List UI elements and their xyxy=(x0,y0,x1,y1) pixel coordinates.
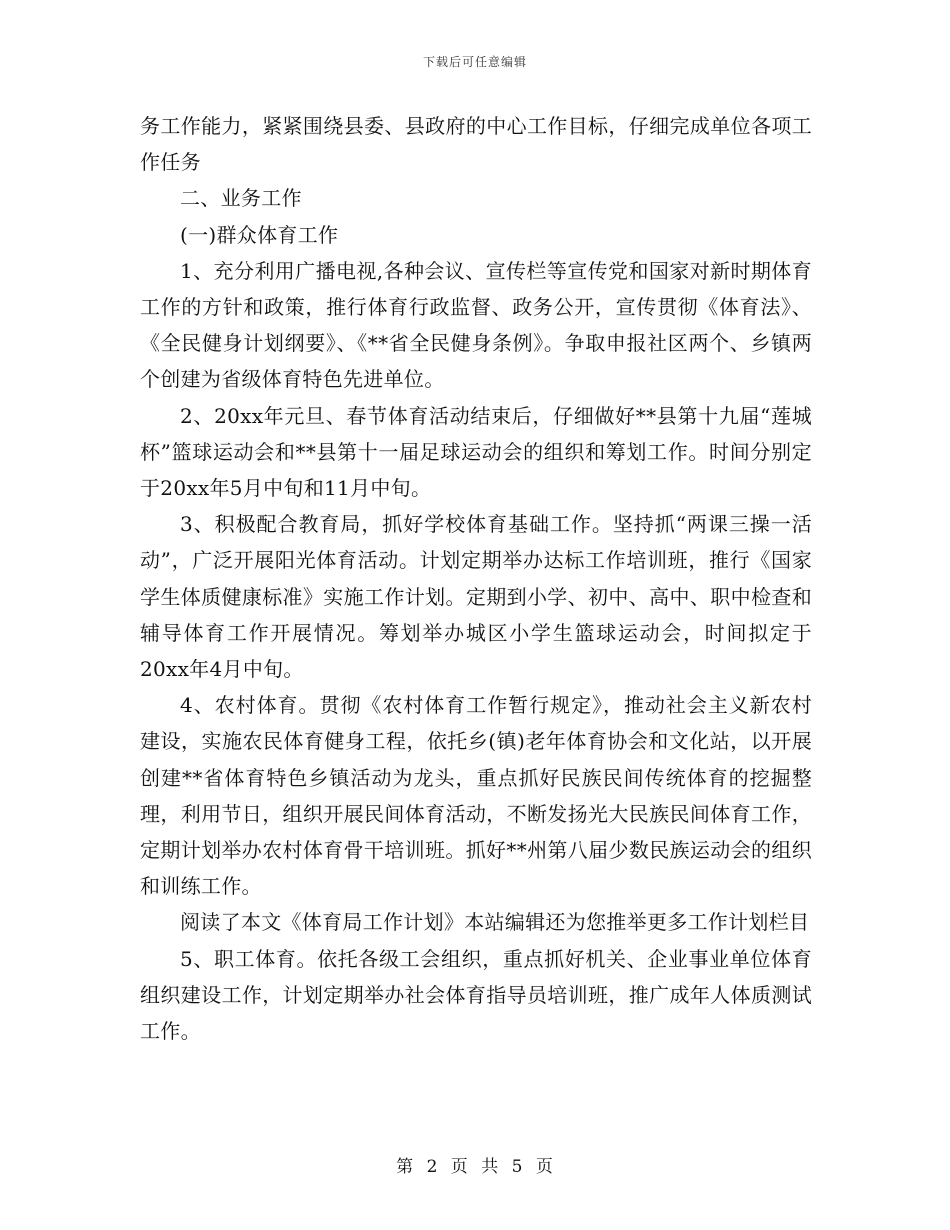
paragraph: 3、积极配合教育局，抓好学校体育基础工作。坚持抓“两课三操一活动”，广泛开展阳光体育活动。计划定期举办达标工作培训班，推行《国家学生体质健康标准》实施工作计划。定期到小学、初中、高中、职中检查和辅导体育工作开展情况。筹划举办城区小学生篮球运动会，时间拟定于20xx年4月中旬。 xyxy=(140,512,812,682)
page-number-footer: 第 2 页 共 5 页 xyxy=(396,1157,554,1177)
paragraph: 4、农村体育。贯彻《农村体育工作暂行规定》，推动社会主义新农村建设，实施农民体育健身工程，依托乡(镇)老年体育协会和文化站，以开展创建**省体育特色乡镇活动为龙头，重点抓好民族民间传统体育的挖掘整理，利用节日，组织开展民间体育活动，不断发扬光大民族民间体育工作，定期计划举办农村体育骨干培训班。抓好**州第八届少数民族运动会的组织和训练工作。 xyxy=(140,693,812,899)
paragraph: 阅读了本文《体育局工作计划》本站编辑还为您推举更多工作计划栏目 xyxy=(180,910,810,935)
paragraph: 1、充分利用广播电视,各种会议、宣传栏等宣传党和国家对新时期体育工作的方针和政策，推行体育行政监督、政务公开，宣传贯彻《体育法》、《全民健身计划纲要》、《**省全民健身条例》。争取申报社区两个、乡镇两个创建为省级体育特色先进单位。 xyxy=(140,258,812,392)
paragraph: 5、职工体育。依托各级工会组织，重点抓好机关、企业事业单位体育组织建设工作，计划定期举办社会体育指导员培训班，推广成年人体质测试工作。 xyxy=(140,946,812,1044)
section-heading: 二、业务工作 xyxy=(180,186,302,211)
paragraph: 2、20xx年元旦、春节体育活动结束后，仔细做好**县第十九届“莲城杯”篮球运动会和**县第十一届足球运动会的组织和筹划工作。时间分别定于20xx年5月中旬和11月中旬。 xyxy=(140,403,812,501)
page-header: 下载后可任意编辑 xyxy=(422,55,527,69)
paragraph: 务工作能力，紧紧围绕县委、县政府的中心工作目标，仔细完成单位各项工作任务 xyxy=(140,114,812,175)
subsection-heading: (一)群众体育工作 xyxy=(180,222,339,247)
document-body xyxy=(140,108,812,1049)
